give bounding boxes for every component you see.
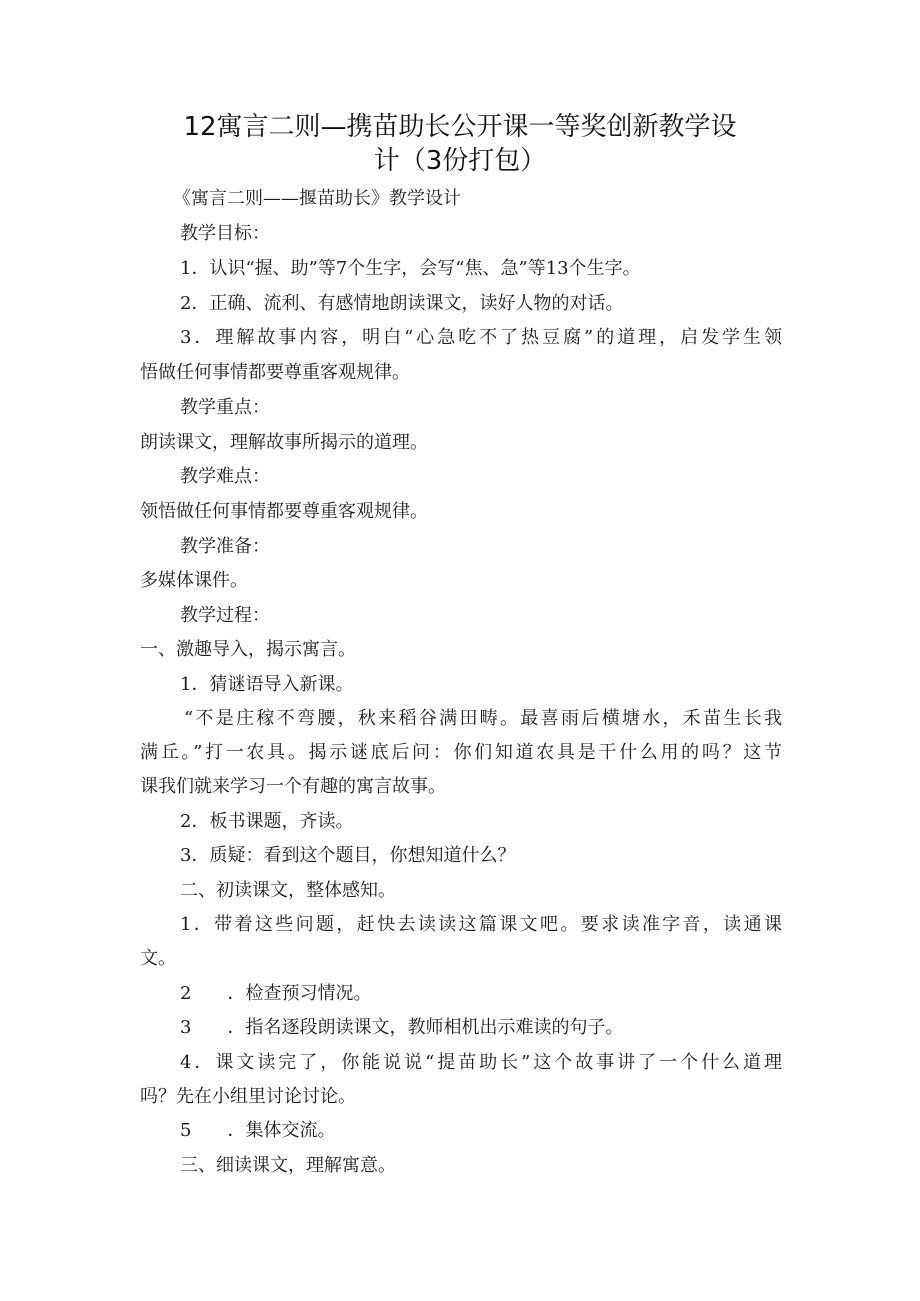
prep-heading: 教学准备： xyxy=(180,536,270,557)
process-heading: 教学过程： xyxy=(180,605,270,626)
step-2-4-line-2: 吗？先在小组里讨论讨论。 xyxy=(140,1086,356,1107)
step-1-1: 1．猜谜语导入新课。 xyxy=(180,674,354,695)
step-2-5: 5 ．集体交流。 xyxy=(180,1120,336,1141)
goal-3-line-2: 悟做任何事情都要尊重客观规律。 xyxy=(140,362,410,383)
goals-heading: 教学目标： xyxy=(180,223,270,244)
step-1-2: 2．板书课题，齐读。 xyxy=(180,811,354,832)
step-2-2: 2 ．检查预习情况。 xyxy=(180,983,372,1004)
prep-text: 多媒体课件。 xyxy=(140,570,248,591)
document-subtitle: 《寓言二则——揠苗助长》教学设计 xyxy=(173,188,461,209)
title-line-2: 计（3份打包） xyxy=(373,146,547,176)
goal-2: 2．正确、流利、有感情地朗读课文，读好人物的对话。 xyxy=(180,293,624,314)
step-2-1-line-2: 文。 xyxy=(140,948,176,969)
step-2-4-line-1: 4．课文读完了，你能说说“提苗助长”这个故事讲了一个什么道理 xyxy=(180,1052,782,1073)
section-3-heading: 三、细读课文，理解寓意。 xyxy=(180,1155,396,1176)
section-2-heading: 二、初读课文，整体感知。 xyxy=(180,880,396,901)
key-text: 朗读课文，理解故事所揭示的道理。 xyxy=(140,432,428,453)
riddle-line-3: 课我们就来学习一个有趣的寓言故事。 xyxy=(140,776,446,797)
document-title xyxy=(138,110,782,178)
goal-1: 1．认识“握、助”等7个生字，会写“焦、急”等13个生字。 xyxy=(180,258,641,279)
step-2-3: 3 ．指名逐段朗读课文，教师相机出示难读的句子。 xyxy=(180,1017,624,1038)
difficulty-text: 领悟做任何事情都要尊重客观规律。 xyxy=(140,501,428,522)
key-heading: 教学重点： xyxy=(180,397,270,418)
title-line-1: 12寓言二则—携苗助长公开课一等奖创新教学设 xyxy=(183,112,737,142)
step-1-3: 3．质疑：看到这个题目，你想知道什么？ xyxy=(180,845,516,866)
step-2-1-line-1: 1．带着这些问题，赶快去读读这篇课文吧。要求读准字音，读通课 xyxy=(180,914,782,935)
riddle-line-2: 满丘。”打一农具。揭示谜底后问：你们知道农具是干什么用的吗？这节 xyxy=(140,742,782,763)
riddle-line-1: “不是庄稼不弯腰，秋来稻谷满田畴。最喜雨后横塘水，禾苗生长我 xyxy=(184,708,782,729)
difficulty-heading: 教学难点： xyxy=(180,466,270,487)
goal-3-line-1: 3．理解故事内容，明白“心急吃不了热豆腐”的道理，启发学生领 xyxy=(180,327,782,348)
section-1-heading: 一、激趣导入，揭示寓言。 xyxy=(140,639,356,660)
